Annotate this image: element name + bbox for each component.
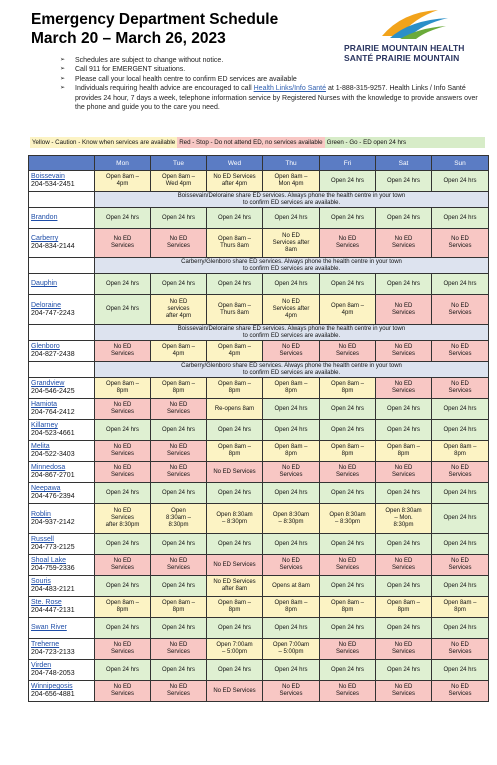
schedule-cell-wed: No ED Services xyxy=(207,462,263,483)
site-cell xyxy=(29,555,95,576)
site-cell xyxy=(29,462,95,483)
site-name-link[interactable]: Virden xyxy=(31,662,52,669)
table-row xyxy=(29,462,489,483)
notice-list xyxy=(60,56,480,112)
schedule-cell-fri: Open 8am – 8pm xyxy=(320,597,376,618)
site-name-link[interactable]: Winnipegosis xyxy=(31,683,73,690)
note-spacer xyxy=(29,258,95,274)
site-cell xyxy=(29,208,95,229)
schedule-cell-thu: Open 24 hrs xyxy=(263,618,320,639)
schedule-cell-thu: Open 8am – 8pm xyxy=(263,378,320,399)
schedule-cell-fri: Open 24 hrs xyxy=(320,274,376,295)
schedule-cell-sat: No ED Services xyxy=(376,229,432,258)
schedule-cell-sat: Open 24 hrs xyxy=(376,576,432,597)
schedule-cell-mon: No ED Services xyxy=(95,462,151,483)
schedule-cell-sun: No ED Services xyxy=(432,341,489,362)
schedule-cell-thu: Open 24 hrs xyxy=(263,208,320,229)
table-row xyxy=(29,660,489,681)
shared-services-note: Carberry/Glenboro share ED services. Always phone the health centre in your town to confirm ED services are available. xyxy=(95,362,489,378)
schedule-cell-sat: Open 24 hrs xyxy=(376,274,432,295)
schedule-cell-wed: Open 8am – 4pm xyxy=(207,341,263,362)
schedule-cell-fri: Open 24 hrs xyxy=(320,618,376,639)
schedule-cell-tue: Open 8am – 8pm xyxy=(151,378,207,399)
schedule-cell-fri: No ED Services xyxy=(320,555,376,576)
schedule-cell-sat: Open 24 hrs xyxy=(376,420,432,441)
site-name-link[interactable]: Glenboro xyxy=(31,343,60,350)
schedule-cell-fri: Open 24 hrs xyxy=(320,420,376,441)
schedule-cell-fri: Open 24 hrs xyxy=(320,399,376,420)
schedule-cell-sun: Open 24 hrs xyxy=(432,576,489,597)
schedule-cell-sun: Open 24 hrs xyxy=(432,420,489,441)
site-name-link[interactable]: Neepawa xyxy=(31,485,61,492)
schedule-cell-sat: Open 24 hrs xyxy=(376,208,432,229)
title-line-1: Emergency Department Schedule xyxy=(31,11,279,28)
schedule-cell-wed: Open 8am – Thurs 8am xyxy=(207,229,263,258)
site-name-link[interactable]: Minnedosa xyxy=(31,464,66,471)
notice-item: ➢ Please call your local health centre to confirm ED services are available xyxy=(60,75,297,83)
schedule-cell-fri: Open 8am – 8pm xyxy=(320,378,376,399)
site-cell xyxy=(29,534,95,555)
shared-services-note-row xyxy=(29,362,489,378)
site-name-link[interactable]: Shoal Lake xyxy=(31,557,67,564)
day-header-sun: Sun xyxy=(432,156,489,171)
notice-item: ➢ Schedules are subject to change without notice. xyxy=(60,57,224,64)
schedule-cell-wed: No ED Services after 4pm xyxy=(207,171,263,192)
schedule-cell-sat: No ED Services xyxy=(376,378,432,399)
arrow-bullet-icon: ➢ xyxy=(60,66,66,73)
shared-services-note: Boissevain/Deloraine share ED services. Always phone the health centre in your town to confirm ED services are available. xyxy=(95,325,489,341)
schedule-cell-sun: No ED Services xyxy=(432,295,489,325)
schedule-cell-mon: No ED Services xyxy=(95,555,151,576)
schedule-cell-fri: Open 8:30am – 8:30pm xyxy=(320,504,376,534)
schedule-cell-sun: Open 24 hrs xyxy=(432,618,489,639)
schedule-cell-sat: Open 24 hrs xyxy=(376,399,432,420)
schedule-cell-mon: Open 8am – 8pm xyxy=(95,597,151,618)
schedule-cell-fri: Open 24 hrs xyxy=(320,660,376,681)
logo-swoosh-icon xyxy=(380,6,450,40)
site-cell xyxy=(29,295,95,325)
schedule-cell-mon: No ED Services xyxy=(95,441,151,462)
schedule-cell-sun: Open 24 hrs xyxy=(432,660,489,681)
schedule-cell-thu: Open 24 hrs xyxy=(263,660,320,681)
schedule-cell-sat: Open 24 hrs xyxy=(376,660,432,681)
schedule-cell-tue: Open 24 hrs xyxy=(151,208,207,229)
notice-item: ➢ Individuals requiring health advice are encouraged to call Health Links/Info Santé at 1-888-315-9257. Health Links / Info Santé provides 24 hour, 7 days a week, telephone information service by Registered Nurses with the knowledge to provide answers over the phone and guide you to the care you need. xyxy=(60,85,478,112)
schedule-cell-tue: No ED Services xyxy=(151,441,207,462)
table-row xyxy=(29,399,489,420)
schedule-cell-thu: Open 24 hrs xyxy=(263,274,320,295)
schedule-cell-sun: No ED Services xyxy=(432,639,489,660)
schedule-cell-wed: Open 8:30am – 8:30pm xyxy=(207,504,263,534)
schedule-cell-tue: No ED Services xyxy=(151,639,207,660)
schedule-cell-fri: No ED Services xyxy=(320,681,376,702)
schedule-cell-thu: Open 8am – 8pm xyxy=(263,441,320,462)
schedule-cell-sun: Open 24 hrs xyxy=(432,208,489,229)
table-row xyxy=(29,534,489,555)
schedule-cell-tue: Open 24 hrs xyxy=(151,420,207,441)
schedule-cell-sun: No ED Services xyxy=(432,462,489,483)
schedule-cell-thu: Open 8am – 8pm xyxy=(263,597,320,618)
schedule-cell-sun: Open 24 hrs xyxy=(432,504,489,534)
schedule-cell-fri: No ED Services xyxy=(320,229,376,258)
schedule-cell-wed: No ED Services xyxy=(207,681,263,702)
schedule-cell-sun: No ED Services xyxy=(432,555,489,576)
shared-services-note: Carberry/Glenboro share ED services. Always phone the health centre in your town to confirm ED services are available. xyxy=(95,258,489,274)
schedule-cell-thu: Open 24 hrs xyxy=(263,483,320,504)
schedule-cell-tue: Open 8:30am – 8:30pm xyxy=(151,504,207,534)
schedule-cell-mon: Open 24 hrs xyxy=(95,534,151,555)
schedule-cell-fri: No ED Services xyxy=(320,341,376,362)
site-name-link[interactable]: Russell xyxy=(31,536,54,543)
table-row xyxy=(29,229,489,258)
schedule-cell-wed: Open 24 hrs xyxy=(207,618,263,639)
schedule-cell-tue: Open 24 hrs xyxy=(151,534,207,555)
schedule-cell-sat: No ED Services xyxy=(376,341,432,362)
shared-services-note-row xyxy=(29,325,489,341)
schedule-cell-fri: Open 24 hrs xyxy=(320,208,376,229)
schedule-cell-mon: Open 8am – 4pm xyxy=(95,171,151,192)
schedule-cell-fri: Open 8am – 8pm xyxy=(320,441,376,462)
legend-yellow: Yellow - Caution - Know when services are available xyxy=(32,139,176,146)
table-row xyxy=(29,441,489,462)
site-phone: 204-748-2053 xyxy=(31,670,75,677)
schedule-cell-thu: Open 8:30am – 8:30pm xyxy=(263,504,320,534)
schedule-cell-sat: Open 8:30am – Mon. 8:30pm xyxy=(376,504,432,534)
site-cell xyxy=(29,618,95,639)
arrow-bullet-icon: ➢ xyxy=(60,75,66,82)
schedule-cell-thu: Open 24 hrs xyxy=(263,534,320,555)
schedule-cell-sat: No ED Services xyxy=(376,681,432,702)
color-legend xyxy=(30,137,485,148)
schedule-cell-tue: Open 24 hrs xyxy=(151,618,207,639)
schedule-cell-wed: Open 24 hrs xyxy=(207,420,263,441)
schedule-cell-thu: Open 7:00am – 5:00pm xyxy=(263,639,320,660)
site-name-link[interactable]: Boissevain xyxy=(31,173,65,180)
site-phone: 204-476-2394 xyxy=(31,493,75,500)
site-name-link[interactable]: Carberry xyxy=(31,235,59,242)
site-phone: 204-656-4881 xyxy=(31,691,75,698)
site-phone: 204-534-2451 xyxy=(31,181,75,188)
schedule-cell-thu: Open 24 hrs xyxy=(263,420,320,441)
day-header-sat: Sat xyxy=(376,156,432,171)
note-spacer xyxy=(29,192,95,208)
page-title xyxy=(31,10,278,48)
schedule-cell-fri: Open 24 hrs xyxy=(320,576,376,597)
logo-text-english: PRAIRIE MOUNTAIN HEALTH xyxy=(344,43,465,53)
table-row xyxy=(29,420,489,441)
schedule-cell-wed: Open 24 hrs xyxy=(207,660,263,681)
site-cell xyxy=(29,171,95,192)
schedule-cell-fri: Open 24 hrs xyxy=(320,483,376,504)
schedule-cell-thu: Opens at 8am xyxy=(263,576,320,597)
site-name-link[interactable]: Swan River xyxy=(31,624,67,631)
schedule-cell-tue: Open 8am – 4pm xyxy=(151,341,207,362)
schedule-cell-wed: Open 24 hrs xyxy=(207,208,263,229)
schedule-cell-thu: Open 24 hrs xyxy=(263,399,320,420)
site-phone: 204-764-2412 xyxy=(31,409,75,416)
site-phone: 204-523-4661 xyxy=(31,430,75,437)
schedule-cell-mon: Open 24 hrs xyxy=(95,660,151,681)
site-phone: 204-827-2438 xyxy=(31,351,75,358)
table-row xyxy=(29,378,489,399)
schedule-cell-mon: Open 24 hrs xyxy=(95,420,151,441)
schedule-cell-sat: Open 24 hrs xyxy=(376,618,432,639)
schedule-cell-sat: No ED Services xyxy=(376,555,432,576)
site-name-link[interactable]: Hamiota xyxy=(31,401,58,408)
schedule-cell-thu: No ED Services xyxy=(263,555,320,576)
table-row xyxy=(29,639,489,660)
site-name-link[interactable]: Roblin xyxy=(31,510,51,518)
site-name-link[interactable]: Brandon xyxy=(31,214,58,221)
schedule-cell-thu: No ED Services xyxy=(263,341,320,362)
site-phone: 204-483-2121 xyxy=(31,586,75,593)
schedule-cell-sun: Open 24 hrs xyxy=(432,274,489,295)
schedule-cell-mon: No ED Services xyxy=(95,639,151,660)
schedule-cell-tue: Open 24 hrs xyxy=(151,576,207,597)
schedule-cell-wed: Open 7:00am – 5:00pm xyxy=(207,639,263,660)
schedule-cell-tue: No ED Services xyxy=(151,399,207,420)
site-phone: 204-867-2701 xyxy=(31,472,75,479)
schedule-cell-sat: Open 8am – 8pm xyxy=(376,441,432,462)
schedule-cell-wed: Re-opens 8am xyxy=(207,399,263,420)
schedule-cell-mon: Open 8am – 8pm xyxy=(95,378,151,399)
table-row xyxy=(29,274,489,295)
schedule-cell-sat: Open 24 hrs xyxy=(376,534,432,555)
table-row xyxy=(29,208,489,229)
schedule-cell-thu: No ED Services after 4pm xyxy=(263,295,320,325)
schedule-cell-thu: Open 8am – Mon 4pm xyxy=(263,171,320,192)
schedule-cell-mon: Open 24 hrs xyxy=(95,208,151,229)
site-name-link[interactable]: Killarney xyxy=(31,422,58,429)
table-row xyxy=(29,618,489,639)
schedule-cell-wed: Open 8am – Thurs 8am xyxy=(207,295,263,325)
day-header-thu: Thu xyxy=(263,156,320,171)
table-row xyxy=(29,341,489,362)
site-cell xyxy=(29,341,95,362)
arrow-bullet-icon: ➢ xyxy=(60,57,66,63)
schedule-cell-tue: Open 8am – Wed 4pm xyxy=(151,171,207,192)
table-row xyxy=(29,597,489,618)
schedule-cell-sat: No ED Services xyxy=(376,639,432,660)
table-row xyxy=(29,171,489,192)
site-cell xyxy=(29,639,95,660)
site-name-link[interactable]: Ste. Rose xyxy=(31,599,62,606)
arrow-bullet-icon: ➢ xyxy=(60,85,66,92)
site-name-link[interactable]: Melita xyxy=(31,443,50,450)
site-phone: 204-522-3403 xyxy=(31,451,75,458)
note-spacer xyxy=(29,325,95,341)
site-name-link[interactable]: Grandview xyxy=(31,380,65,387)
schedule-cell-tue: No ED Services xyxy=(151,462,207,483)
schedule-cell-thu: No ED Services xyxy=(263,462,320,483)
schedule-cell-tue: No ED services after 4pm xyxy=(151,295,207,325)
legend-green: Green - Go - ED open 24 hrs xyxy=(325,137,485,148)
schedule-cell-sun: Open 8am – 8pm xyxy=(432,441,489,462)
schedule-cell-fri: Open 24 hrs xyxy=(320,534,376,555)
day-header-fri: Fri xyxy=(320,156,376,171)
schedule-cell-sun: No ED Services xyxy=(432,229,489,258)
schedule-cell-sun: Open 8am – 8pm xyxy=(432,597,489,618)
day-header-wed: Wed xyxy=(207,156,263,171)
schedule-cell-tue: No ED Services xyxy=(151,229,207,258)
schedule-cell-wed: Open 24 hrs xyxy=(207,274,263,295)
site-cell xyxy=(29,483,95,504)
schedule-cell-fri: Open 8am – 4pm xyxy=(320,295,376,325)
shared-services-note-row xyxy=(29,258,489,274)
site-cell xyxy=(29,420,95,441)
schedule-cell-sun: No ED Services xyxy=(432,681,489,702)
schedule-cell-mon: Open 24 hrs xyxy=(95,274,151,295)
schedule-cell-wed: Open 8am – 8pm xyxy=(207,597,263,618)
table-header-row xyxy=(29,156,489,171)
site-phone: 204-447-2131 xyxy=(31,607,75,614)
schedule-cell-sat: Open 24 hrs xyxy=(376,483,432,504)
day-header-mon: Mon xyxy=(95,156,151,171)
site-phone: 204-834-2144 xyxy=(31,243,75,250)
site-cell xyxy=(29,660,95,681)
table-row xyxy=(29,681,489,702)
health-links-link[interactable]: Health Links/Info Santé xyxy=(253,85,327,93)
site-cell xyxy=(29,399,95,420)
shared-services-note-row xyxy=(29,192,489,208)
title-line-2: March 20 – March 26, 2023 xyxy=(31,30,226,47)
site-name-link[interactable]: Deloraine xyxy=(31,301,61,309)
schedule-cell-mon: Open 24 hrs xyxy=(95,295,151,325)
schedule-cell-sat: No ED Services xyxy=(376,462,432,483)
schedule-cell-thu: No ED Services xyxy=(263,681,320,702)
ed-schedule-table xyxy=(28,155,489,702)
schedule-cell-fri: Open 24 hrs xyxy=(320,171,376,192)
schedule-cell-tue: Open 24 hrs xyxy=(151,660,207,681)
schedule-cell-mon: No ED Services xyxy=(95,341,151,362)
schedule-cell-mon: Open 24 hrs xyxy=(95,483,151,504)
site-phone: 204-723-2133 xyxy=(31,649,75,656)
site-phone: 204-759-2336 xyxy=(31,565,75,572)
schedule-cell-sun: Open 24 hrs xyxy=(432,171,489,192)
schedule-cell-sat: No ED Services xyxy=(376,295,432,325)
schedule-cell-wed: Open 24 hrs xyxy=(207,534,263,555)
schedule-cell-wed: Open 24 hrs xyxy=(207,483,263,504)
schedule-cell-wed: Open 8am – 8pm xyxy=(207,378,263,399)
schedule-cell-sun: Open 24 hrs xyxy=(432,534,489,555)
schedule-cell-mon: No ED Services xyxy=(95,399,151,420)
site-cell xyxy=(29,441,95,462)
schedule-cell-fri: No ED Services xyxy=(320,639,376,660)
schedule-cell-wed: No ED Services after 8am xyxy=(207,576,263,597)
site-cell xyxy=(29,681,95,702)
schedule-cell-tue: No ED Services xyxy=(151,555,207,576)
schedule-cell-wed: Open 8am – 8pm xyxy=(207,441,263,462)
schedule-cell-mon: Open 24 hrs xyxy=(95,576,151,597)
table-row xyxy=(29,483,489,504)
site-name-link[interactable]: Souris xyxy=(31,578,51,585)
shared-services-note: Boissevain/Deloraine share ED services. Always phone the health centre in your town to confirm ED services are available. xyxy=(95,192,489,208)
schedule-cell-thu: No ED Services after 8am xyxy=(263,229,320,258)
schedule-cell-mon: No ED Services after 8:30pm xyxy=(95,504,151,534)
schedule-cell-sun: No ED Services xyxy=(432,378,489,399)
table-row xyxy=(29,576,489,597)
site-phone: 204-546-2425 xyxy=(31,388,75,395)
schedule-cell-sun: Open 24 hrs xyxy=(432,483,489,504)
notice-item: ➢ Call 911 for EMERGENT situations. xyxy=(60,66,186,74)
site-cell xyxy=(29,274,95,295)
schedule-cell-sat: Open 8am – 8pm xyxy=(376,597,432,618)
header-corner xyxy=(29,156,95,171)
logo-text-french: SANTÉ PRAIRIE MOUNTAIN xyxy=(344,53,460,63)
schedule-cell-mon: No ED Services xyxy=(95,681,151,702)
schedule-cell-mon: Open 24 hrs xyxy=(95,618,151,639)
site-cell xyxy=(29,504,95,534)
schedule-cell-sat: Open 24 hrs xyxy=(376,171,432,192)
note-spacer xyxy=(29,362,95,378)
schedule-cell-tue: No ED Services xyxy=(151,681,207,702)
day-header-tue: Tue xyxy=(151,156,207,171)
site-cell xyxy=(29,597,95,618)
site-cell xyxy=(29,229,95,258)
site-cell xyxy=(29,378,95,399)
legend-red: Red - Stop - Do not attend ED, no services available xyxy=(179,139,323,146)
site-phone: 204-773-2125 xyxy=(31,544,75,551)
site-phone: 204-937-2142 xyxy=(31,518,75,526)
schedule-cell-wed: No ED Services xyxy=(207,555,263,576)
site-name-link[interactable]: Treherne xyxy=(31,641,60,648)
table-row xyxy=(29,295,489,325)
site-phone: 204-747-2243 xyxy=(31,309,75,317)
table-row xyxy=(29,555,489,576)
schedule-cell-sun: Open 24 hrs xyxy=(432,399,489,420)
schedule-cell-tue: Open 24 hrs xyxy=(151,483,207,504)
schedule-cell-tue: Open 8am – 8pm xyxy=(151,597,207,618)
schedule-cell-tue: Open 24 hrs xyxy=(151,274,207,295)
schedule-cell-fri: No ED Services xyxy=(320,462,376,483)
site-cell xyxy=(29,576,95,597)
site-name-link[interactable]: Dauphin xyxy=(31,280,58,287)
table-row xyxy=(29,504,489,534)
schedule-cell-mon: No ED Services xyxy=(95,229,151,258)
